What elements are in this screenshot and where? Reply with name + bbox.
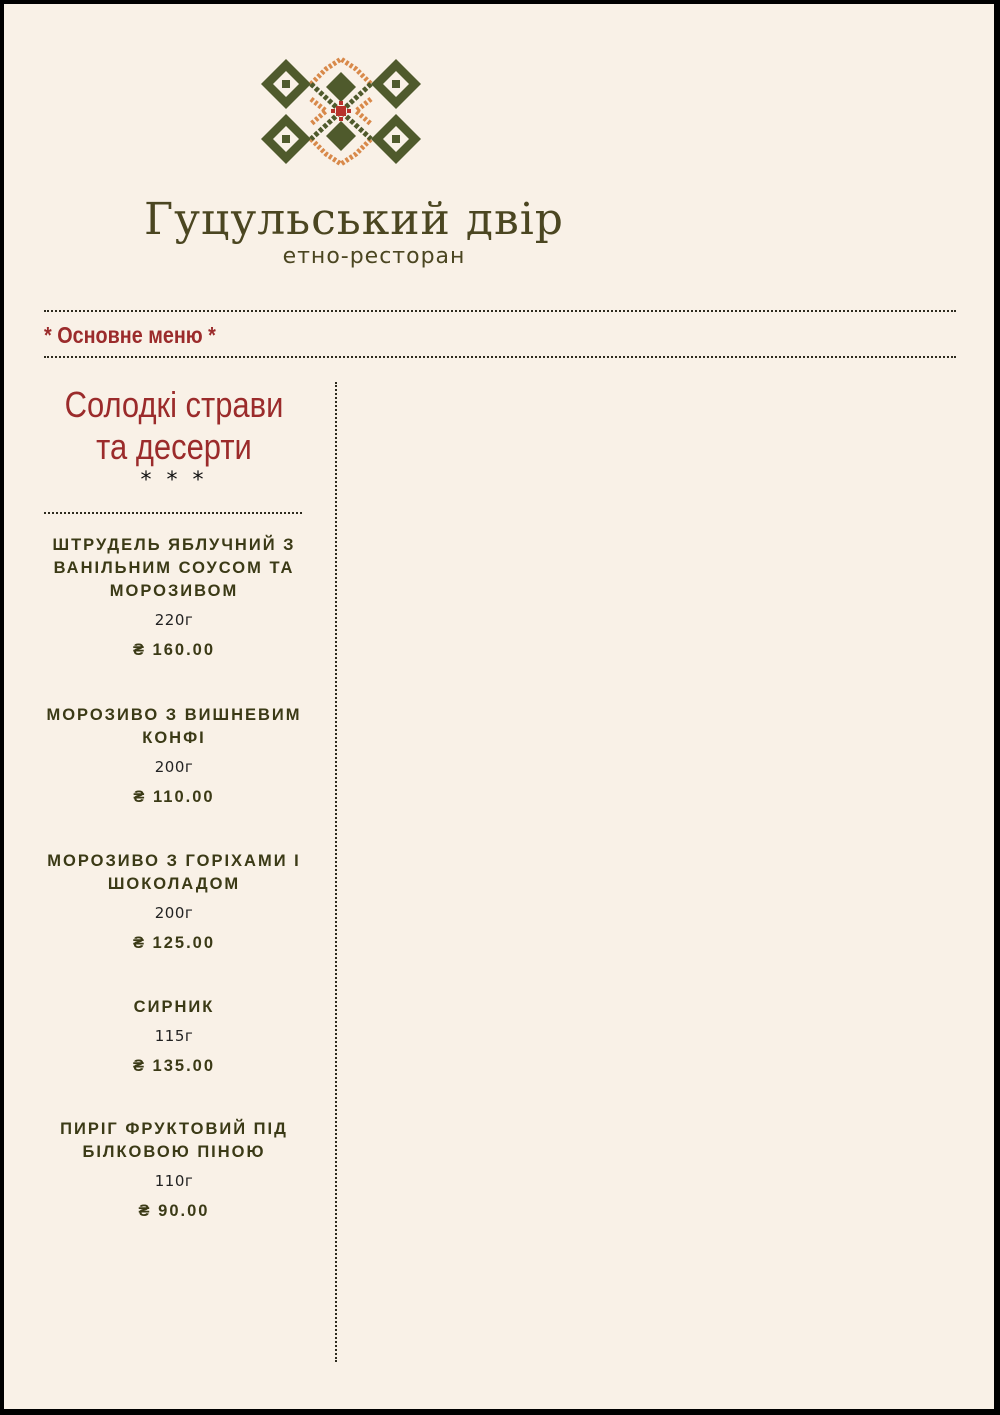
item-price: ₴ 90.00	[138, 1202, 210, 1220]
brand-logo	[144, 54, 564, 284]
menu-item	[34, 534, 314, 660]
item-name: СИРНИК	[133, 998, 215, 1016]
item-name: МОРОЗИВО З ВИШНЕВИМ КОНФІ	[46, 706, 302, 747]
item-name: ШТРУДЕЛЬ ЯБЛУЧНИЙ З ВАНІЛЬНИМ СОУСОМ ТА МОРОЗИВОМ	[52, 536, 296, 600]
category-title: Солодкі страви та десерти	[64, 384, 284, 467]
divider-bottom	[44, 356, 956, 358]
item-price: ₴ 160.00	[132, 641, 216, 659]
brand-name: Гуцульський двір	[144, 194, 564, 245]
divider-top	[44, 310, 956, 312]
menu-item	[34, 850, 314, 953]
item-name: ПИРІГ ФРУКТОВИЙ ПІД БІЛКОВОЮ ПІНОЮ	[60, 1120, 288, 1161]
item-weight: 200г	[154, 758, 194, 776]
item-weight: 115г	[154, 1027, 194, 1045]
brand-subtitle: етно-ресторан	[282, 244, 466, 269]
item-weight: 200г	[154, 904, 194, 922]
category-ornament: * * *	[140, 468, 208, 493]
menu-item	[34, 996, 314, 1076]
menu-item	[34, 704, 314, 807]
section-title: * Основне меню *	[44, 322, 216, 348]
category-divider	[44, 512, 302, 514]
column-divider	[335, 382, 337, 1362]
item-weight: 110г	[154, 1172, 194, 1190]
menu-item	[34, 1118, 314, 1221]
item-price: ₴ 135.00	[132, 1057, 216, 1075]
item-name: МОРОЗИВО З ГОРІХАМИ І ШОКОЛАДОМ	[47, 852, 301, 893]
embroidery-ornament-icon	[256, 54, 426, 169]
item-weight: 220г	[154, 611, 194, 629]
menu-page	[4, 4, 994, 1409]
item-price: ₴ 110.00	[133, 788, 215, 806]
item-price: ₴ 125.00	[132, 934, 216, 952]
